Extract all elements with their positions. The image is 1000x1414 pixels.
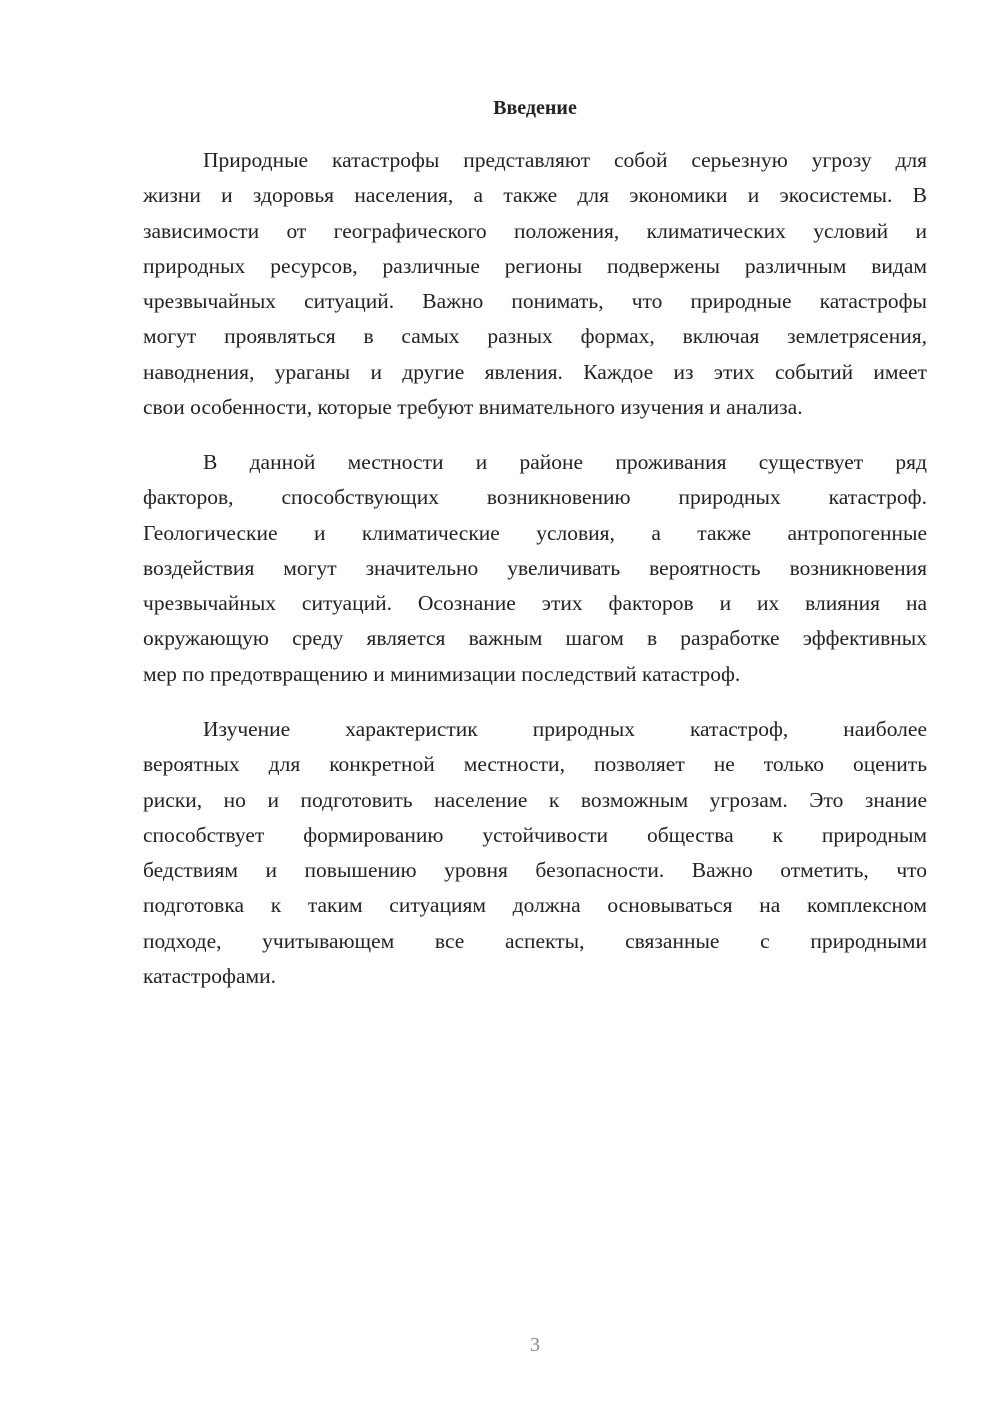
text-line: Изучение характеристик природных катастроф, наиболее [203, 717, 927, 741]
text-line: чрезвычайных ситуаций. Осознание этих факторов и их влияния на [143, 591, 927, 616]
text-line: подходе, учитывающем все аспекты, связанные с природными [143, 928, 927, 953]
text-line: вероятных для конкретной местности, позволяет не только оценить [143, 752, 927, 777]
paragraph [143, 143, 927, 425]
page-number: 3 [530, 1334, 540, 1356]
text-line: чрезвычайных ситуаций. Важно понимать, что природные катастрофы [143, 289, 927, 314]
text-line: наводнения, ураганы и другие явления. Каждое из этих событий имеет [143, 359, 927, 384]
paragraph [143, 712, 927, 994]
text-line: риски, но и подготовить население к возможным угрозам. Это знание [143, 787, 927, 812]
text-line: зависимости от географического положения, климатических условий и [143, 218, 927, 243]
text-line: природных ресурсов, различные регионы подвержены различным видам [143, 253, 927, 278]
text-line: свои особенности, которые требуют внимательного изучения и анализа. [143, 395, 803, 420]
text-line: катастрофами. [143, 964, 276, 989]
text-line: подготовка к таким ситуациям должна основываться на комплексном [143, 893, 927, 918]
text-line: мер по предотвращению и минимизации последствий катастроф. [143, 661, 741, 686]
section-title: Введение [493, 97, 577, 119]
text-line: факторов, способствующих возникновению природных катастроф. [143, 485, 927, 510]
text-line: могут проявляться в самых разных формах, включая землетрясения, [143, 324, 927, 349]
text-line: жизни и здоровья населения, а также для экономики и экосистемы. В [143, 183, 927, 208]
text-line: бедствиям и повышению уровня безопасности. Важно отметить, что [143, 858, 927, 883]
text-line: В данной местности и районе проживания существует ряд [203, 450, 927, 474]
text-line: Геологические и климатические условия, а также антропогенные [143, 520, 927, 545]
text-line: окружающую среду является важным шагом в разработке эффективных [143, 626, 927, 651]
text-line: способствует формированию устойчивости общества к природным [143, 822, 927, 847]
paragraph [143, 445, 927, 692]
text-line: Природные катастрофы представляют собой серьезную угрозу для [203, 148, 927, 172]
text-line: воздействия могут значительно увеличивать вероятность возникновения [143, 555, 927, 580]
